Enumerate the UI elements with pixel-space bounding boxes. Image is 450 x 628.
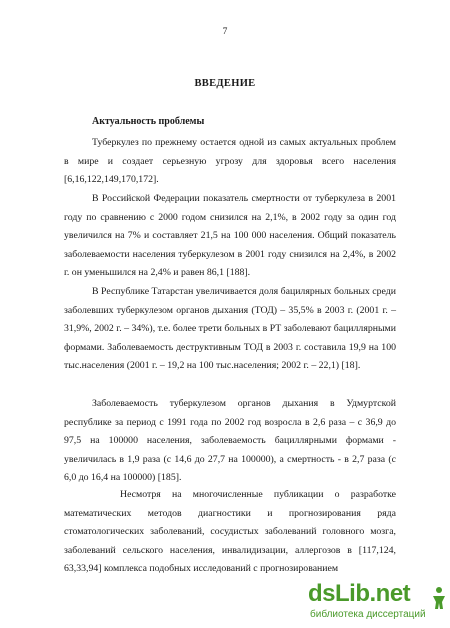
paragraph-text: Туберкулез по прежнему остается одной из самых актуальных проблем в мире и создает серьезную угрозу для здоровья всего населения [6,16,122,149,170,172]. <box>64 137 396 186</box>
paragraph-research-gap <box>64 486 396 579</box>
page-number: 7 <box>222 27 228 37</box>
paragraph-text: Заболеваемость туберкулезом органов дыхания в Удмуртской республике за период с 1991 года по 2002 год возросла в 2,6 раза – с 36,9 до 97,5 на 100000 населения, заболеваемость бациллярными формами - увеличилась в 1,9 раза (с 14,6 до 27,7 на 100000), а смертность - в 2,7 раза (с 6,0 до 16,4 на 100000) [185]. <box>64 398 396 484</box>
paragraph-udmurtia-stats <box>64 395 396 488</box>
paragraph-intro <box>64 134 396 190</box>
paragraph-russia-stats <box>64 190 396 283</box>
dslib-watermark[interactable] <box>304 580 450 628</box>
paragraph-text: В Республике Татарстан увеличивается доля бацилярных больных среди заболевших туберкулезом органов дыхания (ТОД) – 35,5% в 2003 г. (2001 г. – 31,9%, 2002 г. – 34%), т.е. более трети больных в РТ заболевают бациллярными формами. Заболеваемость деструктивным ТОД в 2003 г. составила 19,9 на 100 тыс.населения (2001 г. – 19,2 на 100 тыс.населения; 2002 г. – 22,1) [18]. <box>64 286 396 372</box>
paragraph-text: В Российской Федерации показатель смертности от туберкулеза в 2001 году по сравнению с 2000 годом снизился на 2,1%, в 2002 году за один год увеличился на 7% и составляет 21,5 на 100 000 населения. Общий показатель заболеваемости населения туберкулезом в 2001 году снизился на 2,4%, в 2002 г. он уменьшился на 2,4% и равен 86,1 [188]. <box>64 193 396 279</box>
watermark-subtitle: библиотека диссертаций <box>310 609 426 620</box>
paragraph-text: Несмотря на многочисленные публикации о разработке математических методов диагностики и прогнозирования ряда стоматологических заболеваний, сосудистых заболеваний головного мозга, заболеваний сельского населения, инвалидизации, аллергозов в [117,124, 63,33,94] комплекса подобных исследований с прогнозированием <box>64 489 396 575</box>
section-subheading: Актуальность проблемы <box>92 116 205 127</box>
watermark-logo: dsLib.net <box>308 580 411 607</box>
section-heading: ВВЕДЕНИЕ <box>194 78 256 89</box>
paragraph-tatarstan-stats <box>64 283 396 376</box>
